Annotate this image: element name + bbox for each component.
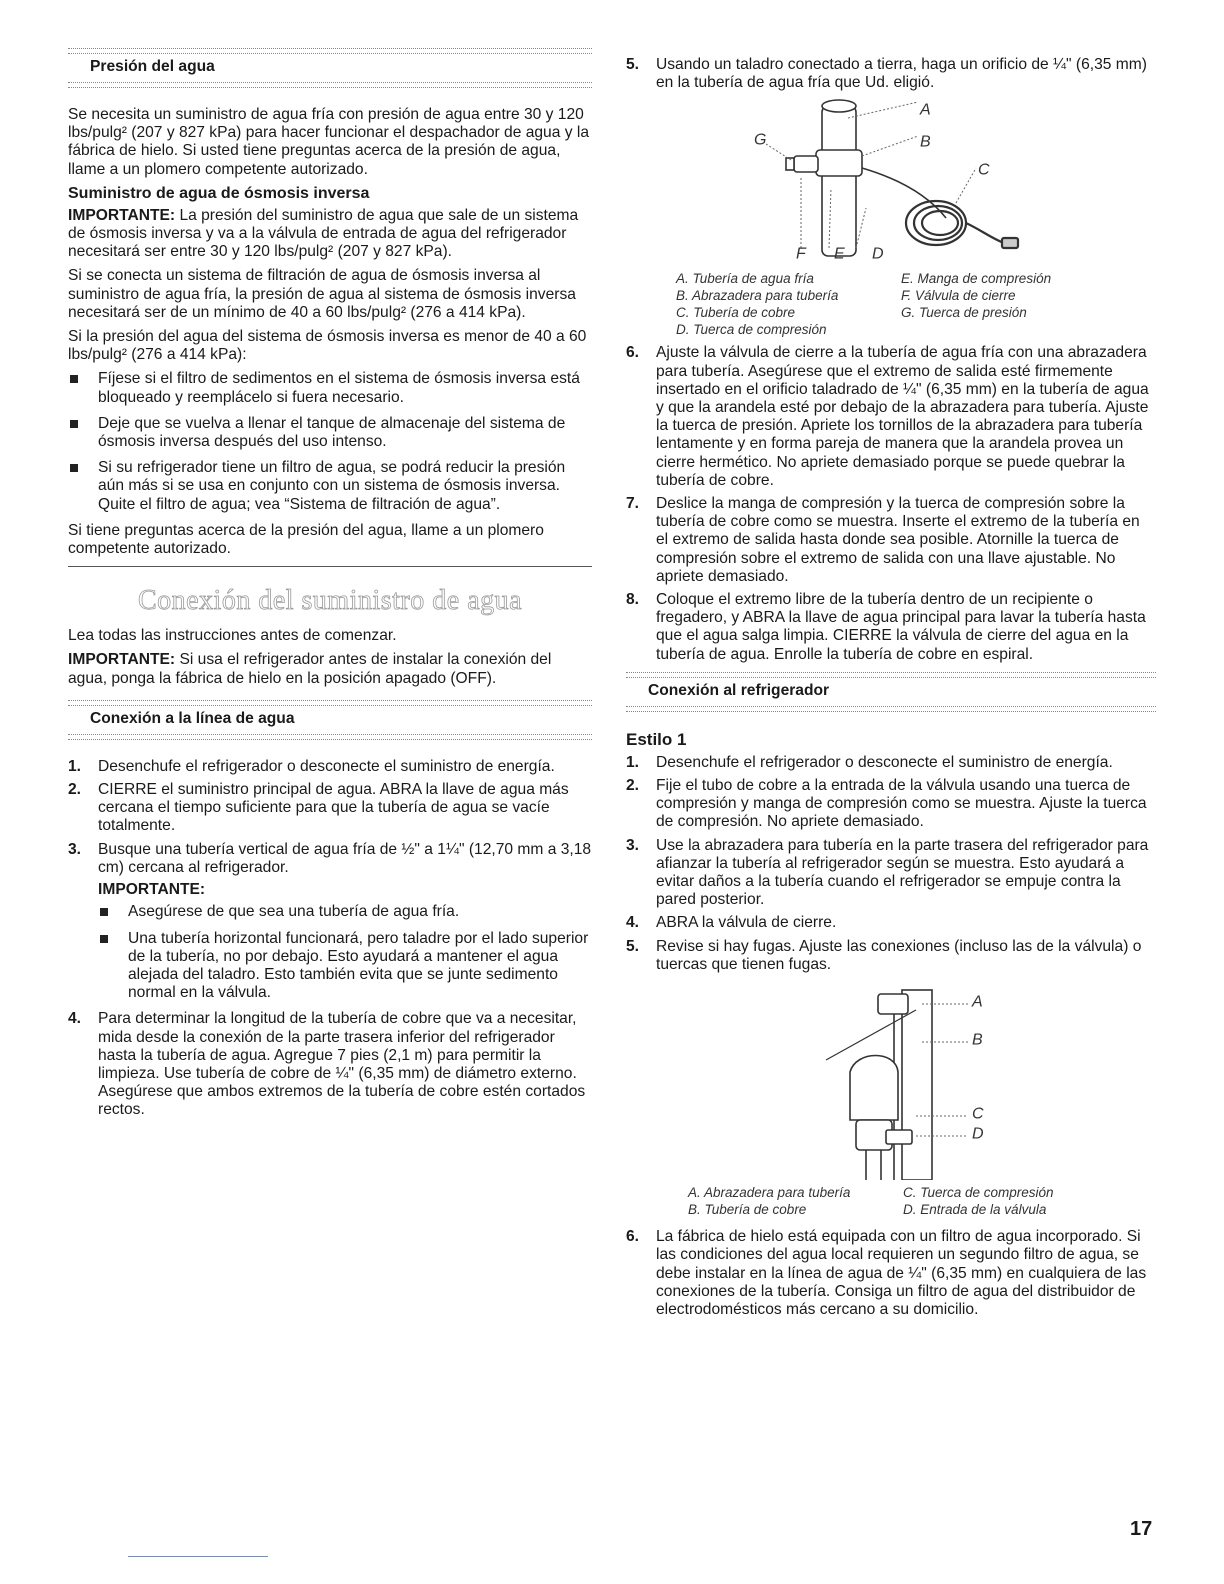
step-text: Busque una tubería vertical de agua fría de ½" a 1¼" (12,70 mm a 3,18 cm) cercana al refrigerador. xyxy=(98,840,592,876)
ro-paragraph-2: Si se conecta un sistema de filtración de agua de ósmosis inversa al suministro de agua fría, la presión de agua al sistema de ósmosis inversa necesitará ser de un mínimo de 40 a 60 lbs/pulg² (276 a 414 kPa). xyxy=(68,267,576,321)
fig2-label-a: A xyxy=(972,993,983,1011)
pipe-top xyxy=(822,100,856,112)
list-item xyxy=(626,837,1156,910)
step-number: 3. xyxy=(626,836,640,854)
ro-paragraph-3: Si la presión del agua del sistema de ósmosis inversa es menor de 40 a 60 lbs/pulg² (276 a 414 kPa): xyxy=(68,328,587,364)
step-number: 6. xyxy=(626,1228,640,1246)
divider xyxy=(68,82,592,88)
step-number: 4. xyxy=(626,914,640,932)
step-number: 2. xyxy=(626,777,640,795)
shutoff-valve-figure xyxy=(626,98,1156,268)
fig1-label-b: B xyxy=(920,133,931,151)
step-number: 1. xyxy=(68,757,82,775)
list-item xyxy=(68,841,592,1003)
list-item xyxy=(626,56,1156,92)
section-divider xyxy=(68,566,592,567)
divider xyxy=(68,734,592,740)
intro-important-text: Si usa el refrigerador antes de instalar la conexión del agua, ponga la fábrica de hielo en la posición apagado (OFF). xyxy=(68,651,552,687)
shutoff-valve xyxy=(794,156,818,172)
style-heading: Estilo 1 xyxy=(626,729,687,749)
list-item: Una tubería horizontal funcionará, pero taladre por el lado superior de la tubería, no por debajo. Esto ayudará a mantener el agua alejada del taladro. Esto también evita que se junte sedimento normal en la válvula. xyxy=(98,930,592,1003)
list-item xyxy=(626,591,1156,664)
list-item xyxy=(68,758,592,776)
filter-step xyxy=(626,1228,1156,1319)
step-text: ABRA la válvula de cierre. xyxy=(656,914,837,932)
step-number: 4. xyxy=(68,1010,82,1028)
step-number: 8. xyxy=(626,591,640,609)
step-number: 3. xyxy=(68,840,82,858)
caption: G. Tuerca de presión xyxy=(901,305,1027,321)
list-item: Fíjese si el filtro de sedimentos en el sistema de ósmosis inversa está bloqueado y reemplácelo si fuera necesario. xyxy=(68,370,592,406)
fridge-connection-header xyxy=(626,670,1156,720)
tube-clamp xyxy=(878,994,908,1014)
step-text: Use la abrazadera para tubería en la parte trasera del refrigerador para afianzar la tubería al refrigerador según se muestra. Esto ayudará a evitar daños a la tubería cuando el refrigerador se empuje contra la pared posterior. xyxy=(656,836,1149,909)
important-label: IMPORTANTE: xyxy=(68,651,176,669)
list-item xyxy=(626,495,1156,586)
step-number: 1. xyxy=(626,753,640,771)
section-title: Conexión del suministro de agua xyxy=(137,585,523,617)
footer-link-line xyxy=(128,1556,268,1557)
ro-important-text: La presión del suministro de agua que sale de un sistema de ósmosis inversa y va a la válvula de entrada de agua del refrigerador necesitará ser entre 30 y 120 lbs/pulg² (207 y 827 kPa). xyxy=(68,206,579,261)
drill-step xyxy=(626,56,1156,92)
shutoff-valve-illustration xyxy=(626,98,1156,268)
copper-tube-coil xyxy=(906,201,1018,248)
step-number: 2. xyxy=(68,781,82,799)
intro-paragraph: Lea todas las instrucciones antes de comenzar. xyxy=(68,627,397,645)
important-label: IMPORTANTE: xyxy=(68,206,176,224)
step3-bullet-list xyxy=(98,903,592,1002)
step-text: Usando un taladro conectado a tierra, haga un orificio de ¼" (6,35 mm) en la tubería de agua fría que Ud. eligió. xyxy=(656,56,1147,92)
cold-water-pipe xyxy=(822,106,856,256)
right-column xyxy=(626,56,1156,1325)
list-item: Deje que se vuelva a llenar el tanque de almacenaje del sistema de ósmosis inversa después del uso intenso. xyxy=(68,415,592,451)
step-number: 7. xyxy=(626,495,640,513)
valve-steps xyxy=(626,344,1156,663)
water-line-steps xyxy=(68,758,592,1120)
list-item xyxy=(626,754,1156,772)
caption xyxy=(901,321,1116,338)
caption: A. Tubería de agua fría xyxy=(676,271,814,287)
step-number: 6. xyxy=(626,344,640,362)
fridge-connection-heading: Conexión al refrigerador xyxy=(648,681,830,699)
pipe-clamp xyxy=(816,150,862,176)
fig2-captions xyxy=(688,1184,1108,1218)
style-steps xyxy=(626,754,1156,974)
water-line-heading: Conexión a la línea de agua xyxy=(90,709,295,727)
divider xyxy=(626,706,1156,712)
caption: D. Tuerca de compresión xyxy=(676,322,827,338)
caption: A. Abrazadera para tubería xyxy=(688,1185,851,1201)
water-valve xyxy=(850,1056,898,1121)
fig1-label-d: D xyxy=(872,245,884,263)
ro-important-paragraph xyxy=(68,207,592,262)
fig2-label-b: B xyxy=(972,1031,983,1049)
step-text: Para determinar la longitud de la tubería de cobre que va a necesitar, mida desde la conexión de la parte trasera inferior del refrigerador hasta la tubería de agua. Agregue 7 pies (2,1 m) para permitir la limpieza. Use tubería de cobre de ¼" (6,35 mm) de diámetro externo. Asegúrese que ambos extremos de la tubería de cobre estén cortados rectos. xyxy=(98,1010,586,1119)
caption: C. Tubería de cobre xyxy=(676,305,796,321)
list-item xyxy=(626,938,1156,974)
fig1-label-e: E xyxy=(834,245,845,263)
water-pressure-paragraph: Se necesita un suministro de agua fría con presión de agua entre 30 y 120 lbs/pulg² (207 y 827 kPa) para hacer funcionar el despachador de agua y la fábrica de hielo. Si usted tiene preguntas acerca de la presión de agua, llame a un plomero competente autorizado. xyxy=(68,106,589,178)
list-item: Asegúrese de que sea una tubería de agua fría. xyxy=(98,903,592,921)
fig1-label-a: A xyxy=(920,101,931,119)
step-text: Coloque el extremo libre de la tubería dentro de un recipiente o fregadero, y ABRA la llave de agua principal para lavar la tubería hasta que el agua salga limpia. CIERRE la válvula de cierre del agua en la tubería de agua. Enrolle la tubería de cobre en espiral. xyxy=(656,591,1146,663)
left-column xyxy=(68,48,592,1126)
step-number: 5. xyxy=(626,56,640,73)
copper-tube xyxy=(862,168,946,218)
list-item xyxy=(626,344,1156,490)
step-text: Deslice la manga de compresión y la tuerca de compresión sobre la tubería de cobre como se muestra. Inserte el extremo de la tubería en el extremo de salida hasta donde sea posible. Atornille la tuerca de compresión sobre el extremo de salida con una llave ajustable. No apriete demasiado. xyxy=(656,495,1140,585)
water-pressure-heading: Presión del agua xyxy=(90,58,215,75)
page-number: 17 xyxy=(1130,1518,1153,1540)
list-item xyxy=(626,1228,1156,1319)
cabinet-rail xyxy=(902,990,932,1180)
caption: D. Entrada de la válvula xyxy=(903,1202,1047,1218)
ro-heading: Suministro de agua de ósmosis inversa xyxy=(68,184,370,202)
valve-inlet-illustration xyxy=(626,980,1156,1180)
caption: F. Válvula de cierre xyxy=(901,288,1016,304)
water-pressure-header xyxy=(68,48,592,96)
caption: C. Tuerca de compresión xyxy=(903,1185,1054,1201)
fig2-label-c: C xyxy=(972,1105,984,1123)
caption: B. Tubería de cobre xyxy=(688,1202,807,1218)
list-item xyxy=(68,781,592,836)
valve-inlet-figure xyxy=(626,980,1156,1180)
step-text: Revise si hay fugas. Ajuste las conexiones (incluso las de la válvula) o tuercas que tienen fugas. xyxy=(656,937,1142,973)
fig1-captions xyxy=(676,270,1116,338)
list-item xyxy=(626,777,1156,832)
fig2-label-d: D xyxy=(972,1125,984,1143)
water-line-header xyxy=(68,694,592,748)
step-text: Desenchufe el refrigerador o desconecte el suministro de energía. xyxy=(98,757,555,775)
list-item xyxy=(626,914,1156,932)
caption: B. Abrazadera para tubería xyxy=(676,288,839,304)
step-text: Fije el tubo de cobre a la entrada de la válvula usando una tuerca de compresión y manga de compresión como se muestra. Ajuste la tuerca de compresión. No apriete demasiado. xyxy=(656,777,1147,831)
step-text: La fábrica de hielo está equipada con un filtro de agua incorporado. Si las condiciones del agua local requieren un segundo filtro de agua, se debe instalar en la línea de agua de ¼" (6,35 mm) en cualquiera de las conexiones de la tubería. Consiga un filtro de agua del distribuidor de electrodomésticos más cercano a su domicilio. xyxy=(656,1228,1147,1318)
step3-important-label: IMPORTANTE: xyxy=(98,881,206,899)
step-text: Ajuste la válvula de cierre a la tubería de agua fría con una abrazadera para tubería. Asegúrese que el extremo de salida esté firmemente insertado en el orificio taladrado de ¼" (6,35 mm) en la tubería de agua y que la arandela esté por debajo de la abrazadera para tubería. Ajuste la tuerca de presión. Apriete los tornillos de la abrazadera para tubería lentamente y en forma pareja de manera que la arandela provea un cierre hermético. No apriete demasiado porque se puede quebrar la tubería de cobre. xyxy=(656,344,1149,489)
caption: E. Manga de compresión xyxy=(901,271,1052,287)
fig1-label-f: F xyxy=(796,245,806,263)
fig1-label-g: G xyxy=(754,131,767,149)
fig1-label-c: C xyxy=(978,161,990,179)
step-number: 5. xyxy=(626,937,640,955)
intro-important-paragraph xyxy=(68,651,592,687)
compression-nut xyxy=(886,1130,912,1144)
list-item: Si su refrigerador tiene un filtro de agua, se podrá reducir la presión aún más si se usa en conjunto con un sistema de ósmosis inversa. Quite el filtro de agua; vea “Sistema de filtración de agua”. xyxy=(68,459,592,514)
list-item xyxy=(68,1010,592,1119)
ro-bullet-list xyxy=(68,370,592,513)
ro-paragraph-4: Si tiene preguntas acerca de la presión del agua, llame a un plomero competente autorizado. xyxy=(68,521,544,558)
step-text: Desenchufe el refrigerador o desconecte el suministro de energía. xyxy=(656,753,1113,771)
step-text: CIERRE el suministro principal de agua. ABRA la llave de agua más cercana el tiempo suficiente para que la tubería de agua se vacíe totalmente. xyxy=(98,781,569,835)
